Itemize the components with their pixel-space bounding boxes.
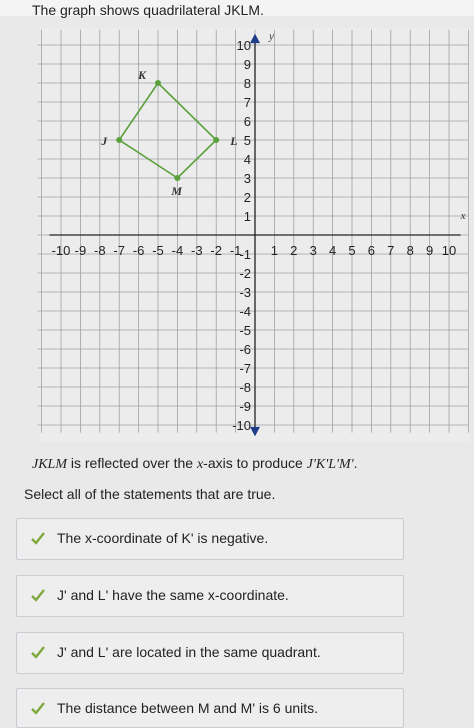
vertex-label-j: J	[101, 134, 108, 148]
x-tick-label: -9	[74, 243, 87, 258]
y-tick-label: -4	[239, 304, 251, 319]
x-axis-label: x	[460, 210, 466, 222]
x-tick-label: 1	[270, 243, 279, 258]
x-tick-label: 8	[406, 243, 414, 258]
x-tick-label: 6	[367, 243, 376, 258]
choice-3[interactable]	[16, 632, 404, 674]
x-tick-label: -1	[229, 243, 242, 258]
y-tick-label: 7	[243, 95, 251, 110]
prompt-text: The graph shows quadrilateral JKLM.	[32, 2, 264, 18]
choice-2[interactable]	[16, 575, 404, 617]
choice-1[interactable]	[16, 518, 404, 560]
y-tick-label: -10	[232, 418, 251, 433]
y-tick-label: 6	[243, 114, 251, 129]
checkmark-icon	[31, 645, 45, 659]
vertex-point-j	[116, 137, 122, 143]
vertex-label-k: K	[138, 68, 147, 82]
x-tick-label: -5	[152, 243, 164, 258]
x-tick-label: 9	[425, 243, 434, 258]
vertex-point-m	[174, 175, 180, 181]
question-text: JKLM is reflected over the x-axis to produce J'K'L'M'.	[32, 455, 358, 472]
vertex-point-l	[213, 137, 219, 143]
x-tick-label: 2	[290, 243, 298, 258]
x-tick-label: 10	[441, 243, 457, 258]
vertex-point-k	[155, 80, 161, 86]
x-tick-label: -7	[113, 243, 125, 258]
x-tick-label: -3	[191, 243, 203, 258]
y-tick-label: 2	[243, 190, 251, 205]
choice-4-label: The distance between M and M' is 6 units.	[57, 700, 319, 716]
y-tick-label: -9	[239, 399, 251, 414]
y-tick-label: 4	[243, 152, 251, 167]
y-tick-label: -2	[239, 266, 251, 281]
x-tick-label: 5	[348, 243, 356, 258]
y-tick-label: 10	[236, 38, 251, 53]
checkmark-icon	[31, 588, 45, 602]
vertex-label-m: M	[171, 184, 183, 198]
y-tick-label: 1	[243, 209, 251, 224]
y-tick-label: 5	[243, 133, 251, 148]
vertex-label-l: L	[230, 134, 238, 148]
y-tick-label: 3	[243, 171, 251, 186]
x-tick-label: -6	[132, 243, 145, 258]
y-tick-label: 9	[243, 57, 251, 72]
checkmark-icon	[31, 531, 45, 545]
x-tick-label: 7	[387, 243, 395, 258]
y-tick-label: -1	[239, 247, 251, 262]
x-tick-label: -8	[94, 243, 106, 258]
y-tick-label: -5	[239, 323, 251, 338]
y-axis-label: y	[269, 30, 274, 43]
checkmark-icon	[31, 701, 45, 715]
x-tick-label: 4	[328, 243, 337, 258]
x-tick-label: 3	[309, 243, 317, 258]
instruction-text: Select all of the statements that are true.	[24, 486, 276, 502]
x-tick-label: -2	[210, 243, 222, 258]
choice-4[interactable]	[16, 688, 404, 728]
y-tick-label: 8	[243, 76, 251, 91]
choice-1-label: The x-coordinate of K' is negative.	[57, 530, 269, 546]
choice-2-label: J' and L' have the same x-coordinate.	[57, 587, 289, 603]
y-tick-label: -3	[239, 285, 251, 300]
choice-3-label: J' and L' are located in the same quadrant.	[57, 644, 321, 660]
y-tick-label: -6	[239, 342, 251, 357]
x-tick-label: -10	[51, 243, 71, 258]
y-tick-label: -7	[239, 361, 251, 376]
y-tick-label: -8	[239, 380, 251, 395]
x-tick-label: -4	[171, 243, 184, 258]
